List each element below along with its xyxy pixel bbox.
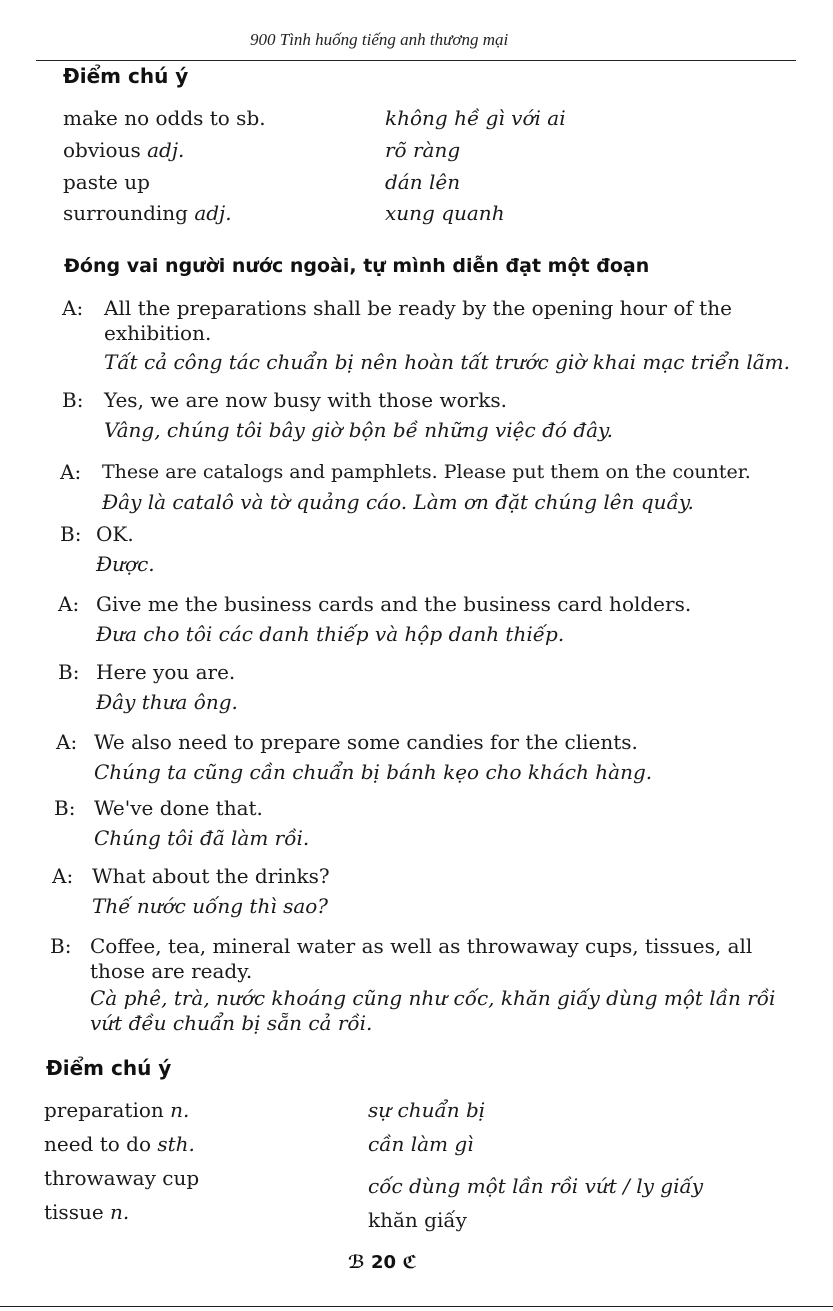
dialogue-english: We also need to prepare some candies for the clients. [94,730,638,754]
vocab-meaning: rõ ràng [385,138,461,162]
dialogue-english: Here you are. [96,660,236,684]
dialogue-vietnamese: Được. [96,552,155,576]
page-number [348,1252,417,1273]
dialogue-vietnamese: Vâng, chúng tôi bây giờ bộn bề những việc đó đây. [104,418,613,442]
vocab-meaning: khăn giấy [368,1208,467,1232]
speaker-label: A: [60,460,82,484]
dialogue-english: All the preparations shall be ready by the opening hour of the exhibition. [104,296,732,345]
dialogue-english: What about the drinks? [92,864,330,888]
vocab-term: obvious adj. [63,138,185,162]
dialogue-vietnamese: Đưa cho tôi các danh thiếp và hộp danh thiếp. [96,622,565,646]
ornament-right-icon: ℭ [402,1252,418,1273]
dialogue-vietnamese: Đây là catalô và tờ quảng cáo. Làm ơn đặt chúng lên quầy. [102,490,694,514]
speaker-label: B: [62,388,84,412]
ornament-left-icon: ℬ [348,1252,365,1273]
vocab-meaning: dán lên [385,170,461,194]
vocab-term: paste up [63,170,150,194]
speaker-label: A: [56,730,78,754]
vocab-heading-bottom: Điểm chú ý [46,1056,172,1080]
speaker-label: B: [54,796,76,820]
dialogue-vietnamese: Chúng tôi đã làm rồi. [94,826,310,850]
speaker-label: B: [58,660,80,684]
vocab-meaning: xung quanh [385,201,505,225]
vocab-meaning: sự chuẩn bị [368,1098,486,1122]
vocab-term: preparation n. [44,1098,190,1122]
speaker-label: B: [50,934,72,958]
dialogue-vietnamese: Cà phê, trà, nước khoáng cũng như cốc, khăn giấy dùng một lần rồi vứt đều chuẩn bị sẵn cả rồi. [90,986,776,1035]
speaker-label: A: [58,592,80,616]
speaker-label: B: [60,522,82,546]
vocab-term: need to do sth. [44,1132,195,1156]
page-number-value: 20 [370,1252,397,1273]
vocab-term: tissue n. [44,1200,130,1224]
dialogue-english: We've done that. [94,796,263,820]
dialogue-english: Coffee, tea, mineral water as well as throwaway cups, tissues, all those are ready. [90,934,753,983]
dialogue-vietnamese: Đây thưa ông. [96,690,238,714]
dialogue-english: Yes, we are now busy with those works. [104,388,507,412]
vocab-heading-top: Điểm chú ý [63,64,189,88]
dialogue-english: Give me the business cards and the business card holders. [96,592,692,616]
dialogue-english: These are catalogs and pamphlets. Please put them on the counter. [102,461,751,483]
vocab-term: surrounding adj. [63,201,232,225]
vocab-meaning: cốc dùng một lần rồi vứt / ly giấy [368,1174,704,1198]
speaker-label: A: [62,296,84,320]
dialogue-vietnamese: Chúng ta cũng cần chuẩn bị bánh kẹo cho khách hàng. [94,760,653,784]
header-rule [36,60,796,61]
dialogue-vietnamese: Tất cả công tác chuẩn bị nên hoàn tất trước giờ khai mạc triển lãm. [104,350,790,374]
speaker-label: A: [52,864,74,888]
footer-rule [0,1306,833,1307]
vocab-meaning: cần làm gì [368,1132,474,1156]
roleplay-heading: Đóng vai người nước ngoài, tự mình diễn đạt một đoạn [64,255,650,277]
vocab-meaning: không hề gì với ai [385,106,566,130]
dialogue-english: OK. [96,522,134,546]
vocab-term: throwaway cup [44,1166,200,1190]
dialogue-vietnamese: Thế nước uống thì sao? [92,894,329,918]
vocab-term: make no odds to sb. [63,106,266,130]
running-header: 900 Tình huống tiếng anh thương mại [250,30,509,49]
